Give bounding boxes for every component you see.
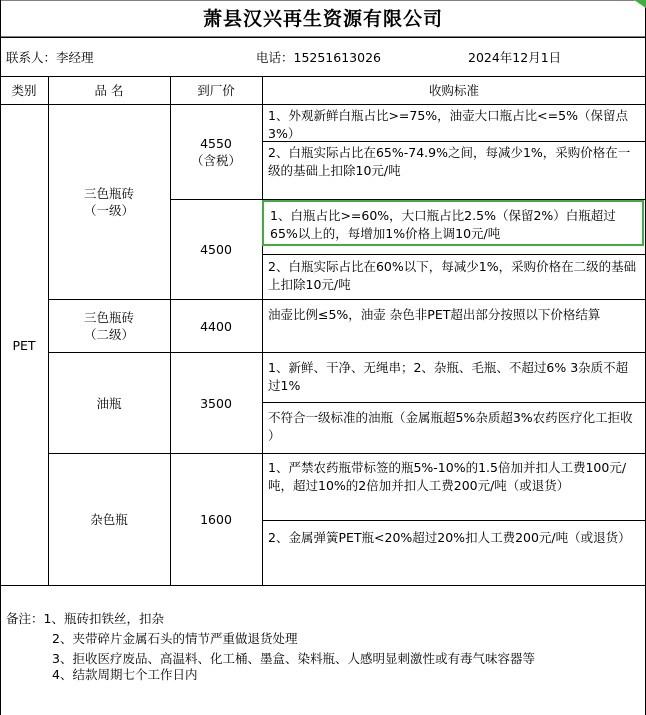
standard-oil-1: 1、新鲜、干净、无绳串；2、杂瓶、毛瓶、不超过6% 3杂质不超过1% <box>268 360 629 393</box>
category-pet: PET <box>12 337 36 353</box>
product-oil-bottle: 油瓶 <box>96 395 122 411</box>
price-mixed-bottle: 1600 <box>200 512 232 527</box>
standard-oil-2: 不符合一级标准的油瓶（金属瓶超5%杂质超3%农药医疗化工拒收 ） <box>268 410 633 443</box>
note-2: 2、夹带碎片金属石头的情节严重做退货处理 <box>52 631 298 646</box>
standard-grade1-a1: 1、外观新鲜白瓶占比>=75%，油壶大口瓶占比<=5%（保留点3%） <box>268 108 628 141</box>
contact-person: 联系人：李经理 <box>6 50 94 65</box>
note-4: 4、结款周期七个工作日内 <box>52 667 198 682</box>
price-grade1-a: 4550 （含税） <box>190 136 241 168</box>
contact-phone: 电话：15251613026 <box>256 50 381 65</box>
standard-grade1-a2: 2、白瓶实际占比在65%-74.9%之间，每减少1%，采购价格在一级的基础上扣除10元/吨 <box>268 145 631 178</box>
note-1: 备注：1、瓶砖扣铁丝，扣杂 <box>6 611 164 626</box>
header-product: 品 名 <box>94 83 124 98</box>
standard-grade1-b2: 2、白瓶实际占比在60%以下，每减少1%，采购价格在二级的基础上扣除10元/吨 <box>268 259 637 292</box>
product-grade1: 三色瓶砖 （一级） <box>83 186 134 218</box>
standard-grade2: 油壶比例≤5%，油壶 杂色非PET超出部分按照以下价格结算 <box>268 307 601 322</box>
page-title: 萧县汉兴再生资源有限公司 <box>202 8 443 30</box>
standard-mixed-1: 1、严禁农药瓶带标签的瓶5%-10%的1.5倍加并扣人工费100元/吨，超过10%的2倍加并扣人工费200元/吨（或退货） <box>268 460 627 493</box>
note-3: 3、拒收医疗废品、高温料、化工桶、墨盒、染料瓶、人感明显刺激性或有毒气味容器等 <box>52 651 535 666</box>
price-grade2: 4400 <box>200 318 232 334</box>
standard-grade1-b1[interactable]: 1、白瓶占比>=60%，大口瓶占比2.5%（保留2%）白瓶超过65%以上的，每增加1%价格上调10元/吨 <box>262 200 644 246</box>
header-price: 到厂价 <box>197 83 235 98</box>
price-oil-bottle: 3500 <box>200 395 232 411</box>
product-mixed-bottle: 杂色瓶 <box>90 512 128 527</box>
header-category: 类别 <box>11 83 37 98</box>
header-standard: 收购标准 <box>428 83 479 98</box>
standard-mixed-2: 2、金属弹簧PET瓶<20%超过20%扣人工费200元/吨（或退货） <box>268 530 631 545</box>
document-date: 2024年12月1日 <box>468 50 562 65</box>
product-grade2: 三色瓶砖 （二级） <box>83 310 134 342</box>
price-grade1-b: 4500 <box>200 242 232 257</box>
